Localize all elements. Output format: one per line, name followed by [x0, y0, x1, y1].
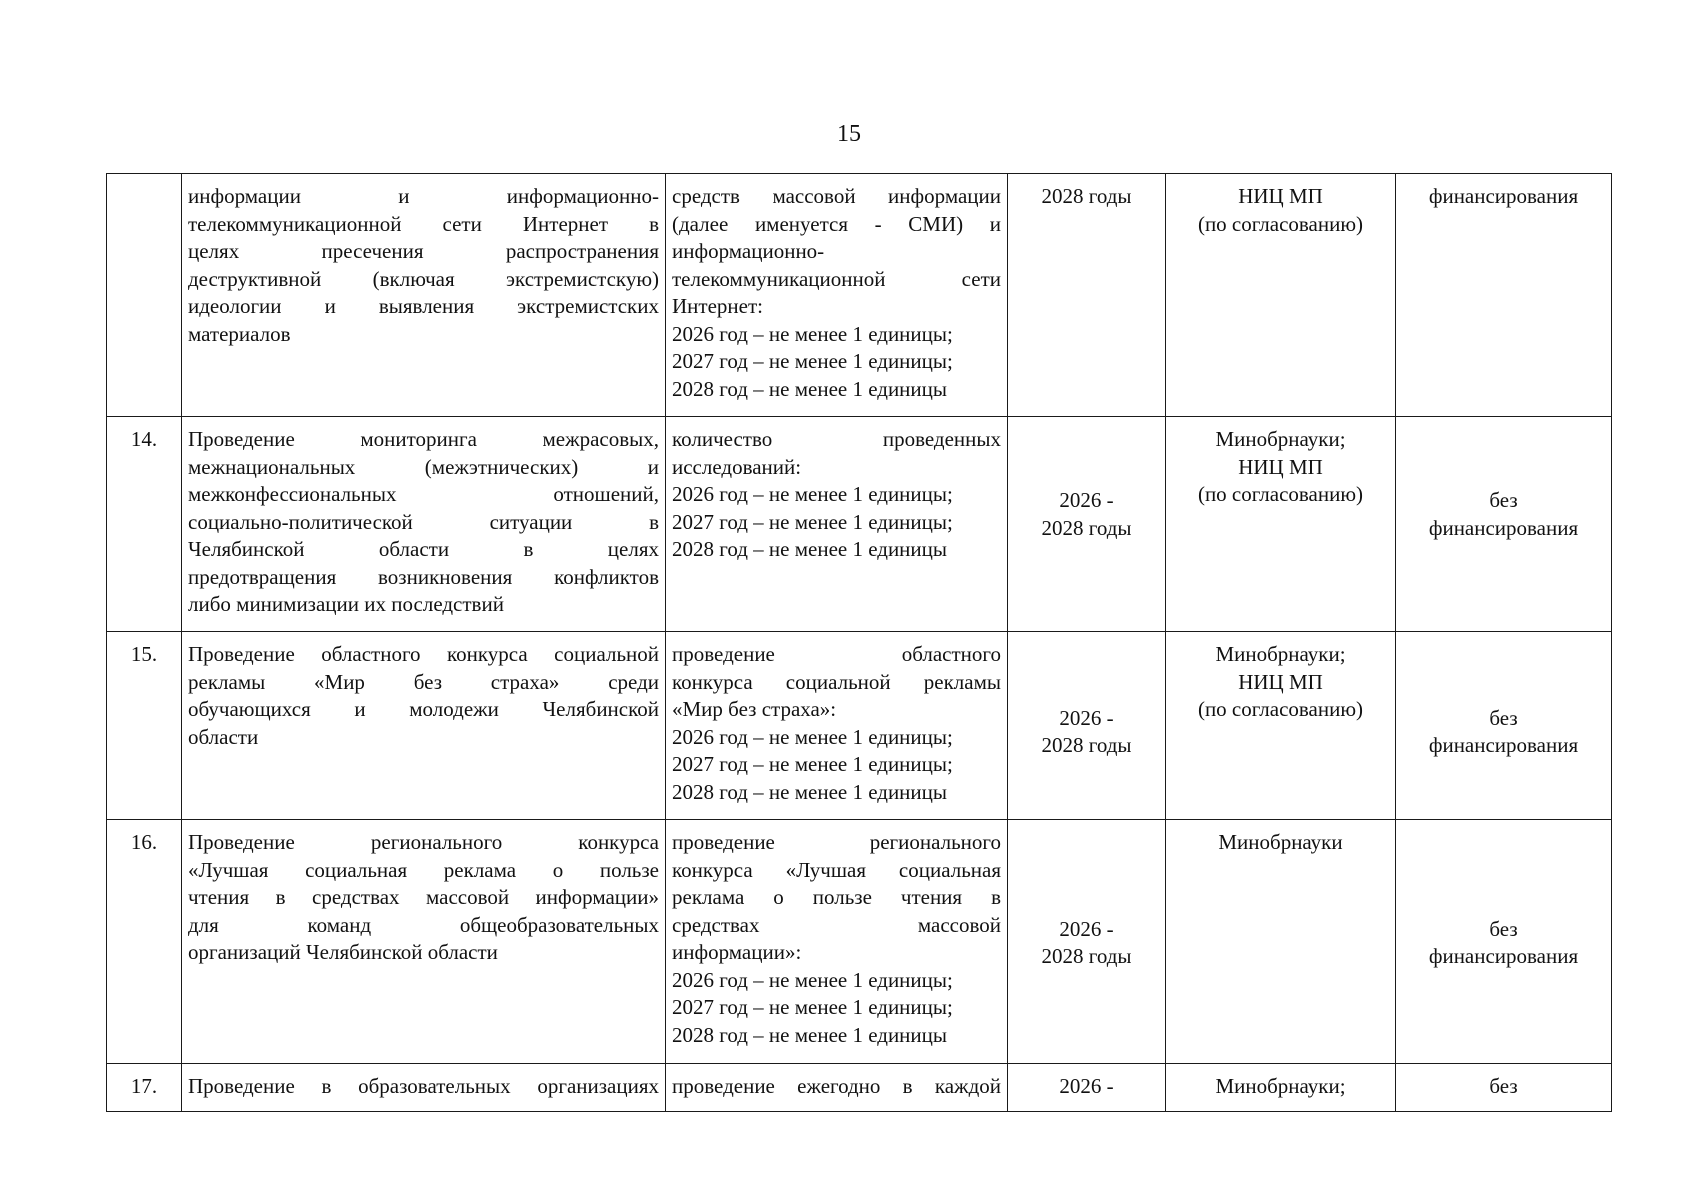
text-line: 2028 годы — [1041, 184, 1132, 208]
text-line: без — [1489, 916, 1518, 941]
indicator-description — [666, 417, 1008, 632]
table-row — [107, 1064, 1612, 1112]
text-line: идеологии и выявления экстремистских — [188, 294, 659, 318]
text-line: (далее именуется - СМИ) и — [672, 211, 1001, 236]
text-line: 2027 год – не менее 1 единицы; — [672, 752, 953, 776]
text-line: финансирования — [1428, 515, 1579, 540]
text-line: межконфессиональных отношений, — [188, 482, 659, 506]
text-line: Минобрнауки — [1218, 830, 1343, 854]
executor-cell — [1166, 1064, 1396, 1112]
page-number: 15 — [837, 121, 861, 147]
indicator-description — [666, 1064, 1008, 1112]
text-line: организаций Челябинской области — [188, 940, 498, 964]
text-line: обучающихся и молодежи Челябинской — [188, 697, 659, 721]
text-line: телекоммуникационной сети Интернет в — [188, 211, 659, 236]
executor-cell — [1166, 417, 1396, 632]
text-line: «Мир без страха»: — [672, 697, 837, 721]
row-number — [107, 174, 182, 417]
text-line: проведение ежегодно в каждой — [672, 1074, 1001, 1098]
text-line: НИЦ МП — [1238, 184, 1323, 208]
funding-cell — [1396, 820, 1612, 1064]
text-line: 2027 год – не менее 1 единицы; — [672, 995, 953, 1019]
text-line: 2028 год – не менее 1 единицы — [672, 1022, 948, 1047]
event-description — [182, 174, 666, 417]
text-line: информации»: — [672, 940, 802, 964]
text-line: Интернет: — [672, 294, 763, 318]
text-line: финансирования — [1428, 944, 1579, 968]
period-text — [1014, 695, 1159, 760]
table-row — [107, 820, 1612, 1064]
event-description — [182, 632, 666, 820]
text-line: деструктивной (включая экстремистскую) — [188, 266, 659, 291]
text-line: либо минимизации их последствий — [188, 592, 504, 616]
text-line: 2027 год – не менее 1 единицы; — [672, 349, 953, 373]
funding-cell — [1396, 417, 1612, 632]
text-line: проведение областного — [672, 642, 1001, 666]
text-line: НИЦ МП — [1238, 454, 1323, 479]
event-description — [182, 417, 666, 632]
text-line: 2027 год – не менее 1 единицы; — [672, 509, 953, 534]
indicator-description — [666, 174, 1008, 417]
text-line: Челябинской области в целях — [188, 537, 659, 561]
table-row — [107, 174, 1612, 417]
funding-text — [1402, 487, 1605, 564]
text-line: 2026 - — [1059, 916, 1114, 941]
text-line: 2028 годы — [1041, 944, 1132, 968]
period-text — [1014, 487, 1159, 564]
text-line: средствах массовой — [672, 912, 1001, 937]
text-line: 2026 год – не менее 1 единицы; — [672, 482, 953, 506]
text-line: 2028 годы — [1041, 515, 1132, 540]
text-line: рекламы «Мир без страха» среди — [188, 669, 659, 694]
text-line: без — [1489, 705, 1518, 730]
text-line: проведение регионального — [672, 830, 1001, 854]
executor-cell — [1166, 820, 1396, 1064]
indicator-description — [666, 820, 1008, 1064]
period-cell — [1008, 632, 1166, 820]
text-line: финансирования — [1428, 184, 1579, 208]
text-line: области — [188, 724, 259, 749]
text-line: (по согласованию) — [1197, 482, 1364, 506]
text-line: «Лучшая социальная реклама о пользе — [188, 857, 659, 882]
table-row — [107, 417, 1612, 632]
text-line: Проведение в образовательных организациях — [188, 1074, 659, 1098]
text-line: 2028 год – не менее 1 единицы — [672, 779, 948, 804]
funding-cell — [1396, 1064, 1612, 1112]
text-line: исследований: — [672, 454, 802, 479]
executor-cell — [1166, 174, 1396, 417]
text-line: телекоммуникационной сети — [672, 266, 1001, 291]
row-number: 16. — [107, 820, 182, 1064]
text-line: без — [1489, 488, 1518, 512]
text-line: финансирования — [1428, 733, 1579, 757]
text-line: Минобрнауки; — [1215, 642, 1346, 666]
text-line: (по согласованию) — [1197, 697, 1364, 721]
text-line: НИЦ МП — [1238, 669, 1323, 694]
text-line: информации и информационно- — [188, 184, 659, 208]
text-line: конкурса «Лучшая социальная — [672, 857, 1001, 882]
text-line: чтения в средствах массовой информации» — [188, 885, 659, 909]
text-line: 2026 - — [1059, 705, 1114, 730]
period-cell — [1008, 417, 1166, 632]
funding-cell — [1396, 174, 1612, 417]
text-line: средств массовой информации — [672, 184, 1001, 208]
text-line: без — [1489, 1074, 1518, 1098]
text-line: (по согласованию) — [1197, 211, 1364, 236]
text-line: количество проведенных — [672, 427, 1001, 451]
executor-cell — [1166, 632, 1396, 820]
text-line: Проведение областного конкурса социальной — [188, 642, 659, 666]
text-line: 2028 годы — [1041, 733, 1132, 757]
text-line: предотвращения возникновения конфликтов — [188, 564, 659, 589]
funding-cell — [1396, 632, 1612, 820]
text-line: 2026 - — [1059, 1074, 1114, 1098]
funding-text — [1402, 695, 1605, 760]
text-line: материалов — [188, 321, 291, 346]
text-line: 2028 год – не менее 1 единицы — [672, 376, 948, 401]
text-line: информационно- — [672, 239, 825, 263]
text-line: целях пресечения распространения — [188, 239, 659, 263]
event-description — [182, 1064, 666, 1112]
text-line: Проведение мониторинга межрасовых, — [188, 427, 659, 451]
text-line: 2026 год – не менее 1 единицы; — [672, 321, 953, 346]
text-line: Проведение регионального конкурса — [188, 830, 659, 854]
row-number: 14. — [107, 417, 182, 632]
text-line: социально-политической ситуации в — [188, 509, 659, 534]
period-cell — [1008, 1064, 1166, 1112]
text-line: Минобрнауки; — [1215, 1074, 1346, 1098]
text-line: межнациональных (межэтнических) и — [188, 454, 659, 479]
measures-table — [106, 173, 1612, 1112]
text-line: конкурса социальной рекламы — [672, 669, 1001, 694]
period-cell — [1008, 174, 1166, 417]
text-line: 2026 - — [1059, 488, 1114, 512]
row-number: 17. — [107, 1064, 182, 1112]
text-line: 2028 год – не менее 1 единицы — [672, 537, 948, 561]
text-line: реклама о пользе чтения в — [672, 885, 1001, 909]
indicator-description — [666, 632, 1008, 820]
row-number: 15. — [107, 632, 182, 820]
text-line: Минобрнауки; — [1215, 427, 1346, 451]
text-line: для команд общеобразовательных — [188, 912, 659, 937]
table-row — [107, 632, 1612, 820]
text-line: 2026 год – не менее 1 единицы; — [672, 724, 953, 749]
event-description — [182, 820, 666, 1064]
text-line: 2026 год – не менее 1 единицы; — [672, 967, 953, 992]
period-cell — [1008, 820, 1166, 1064]
